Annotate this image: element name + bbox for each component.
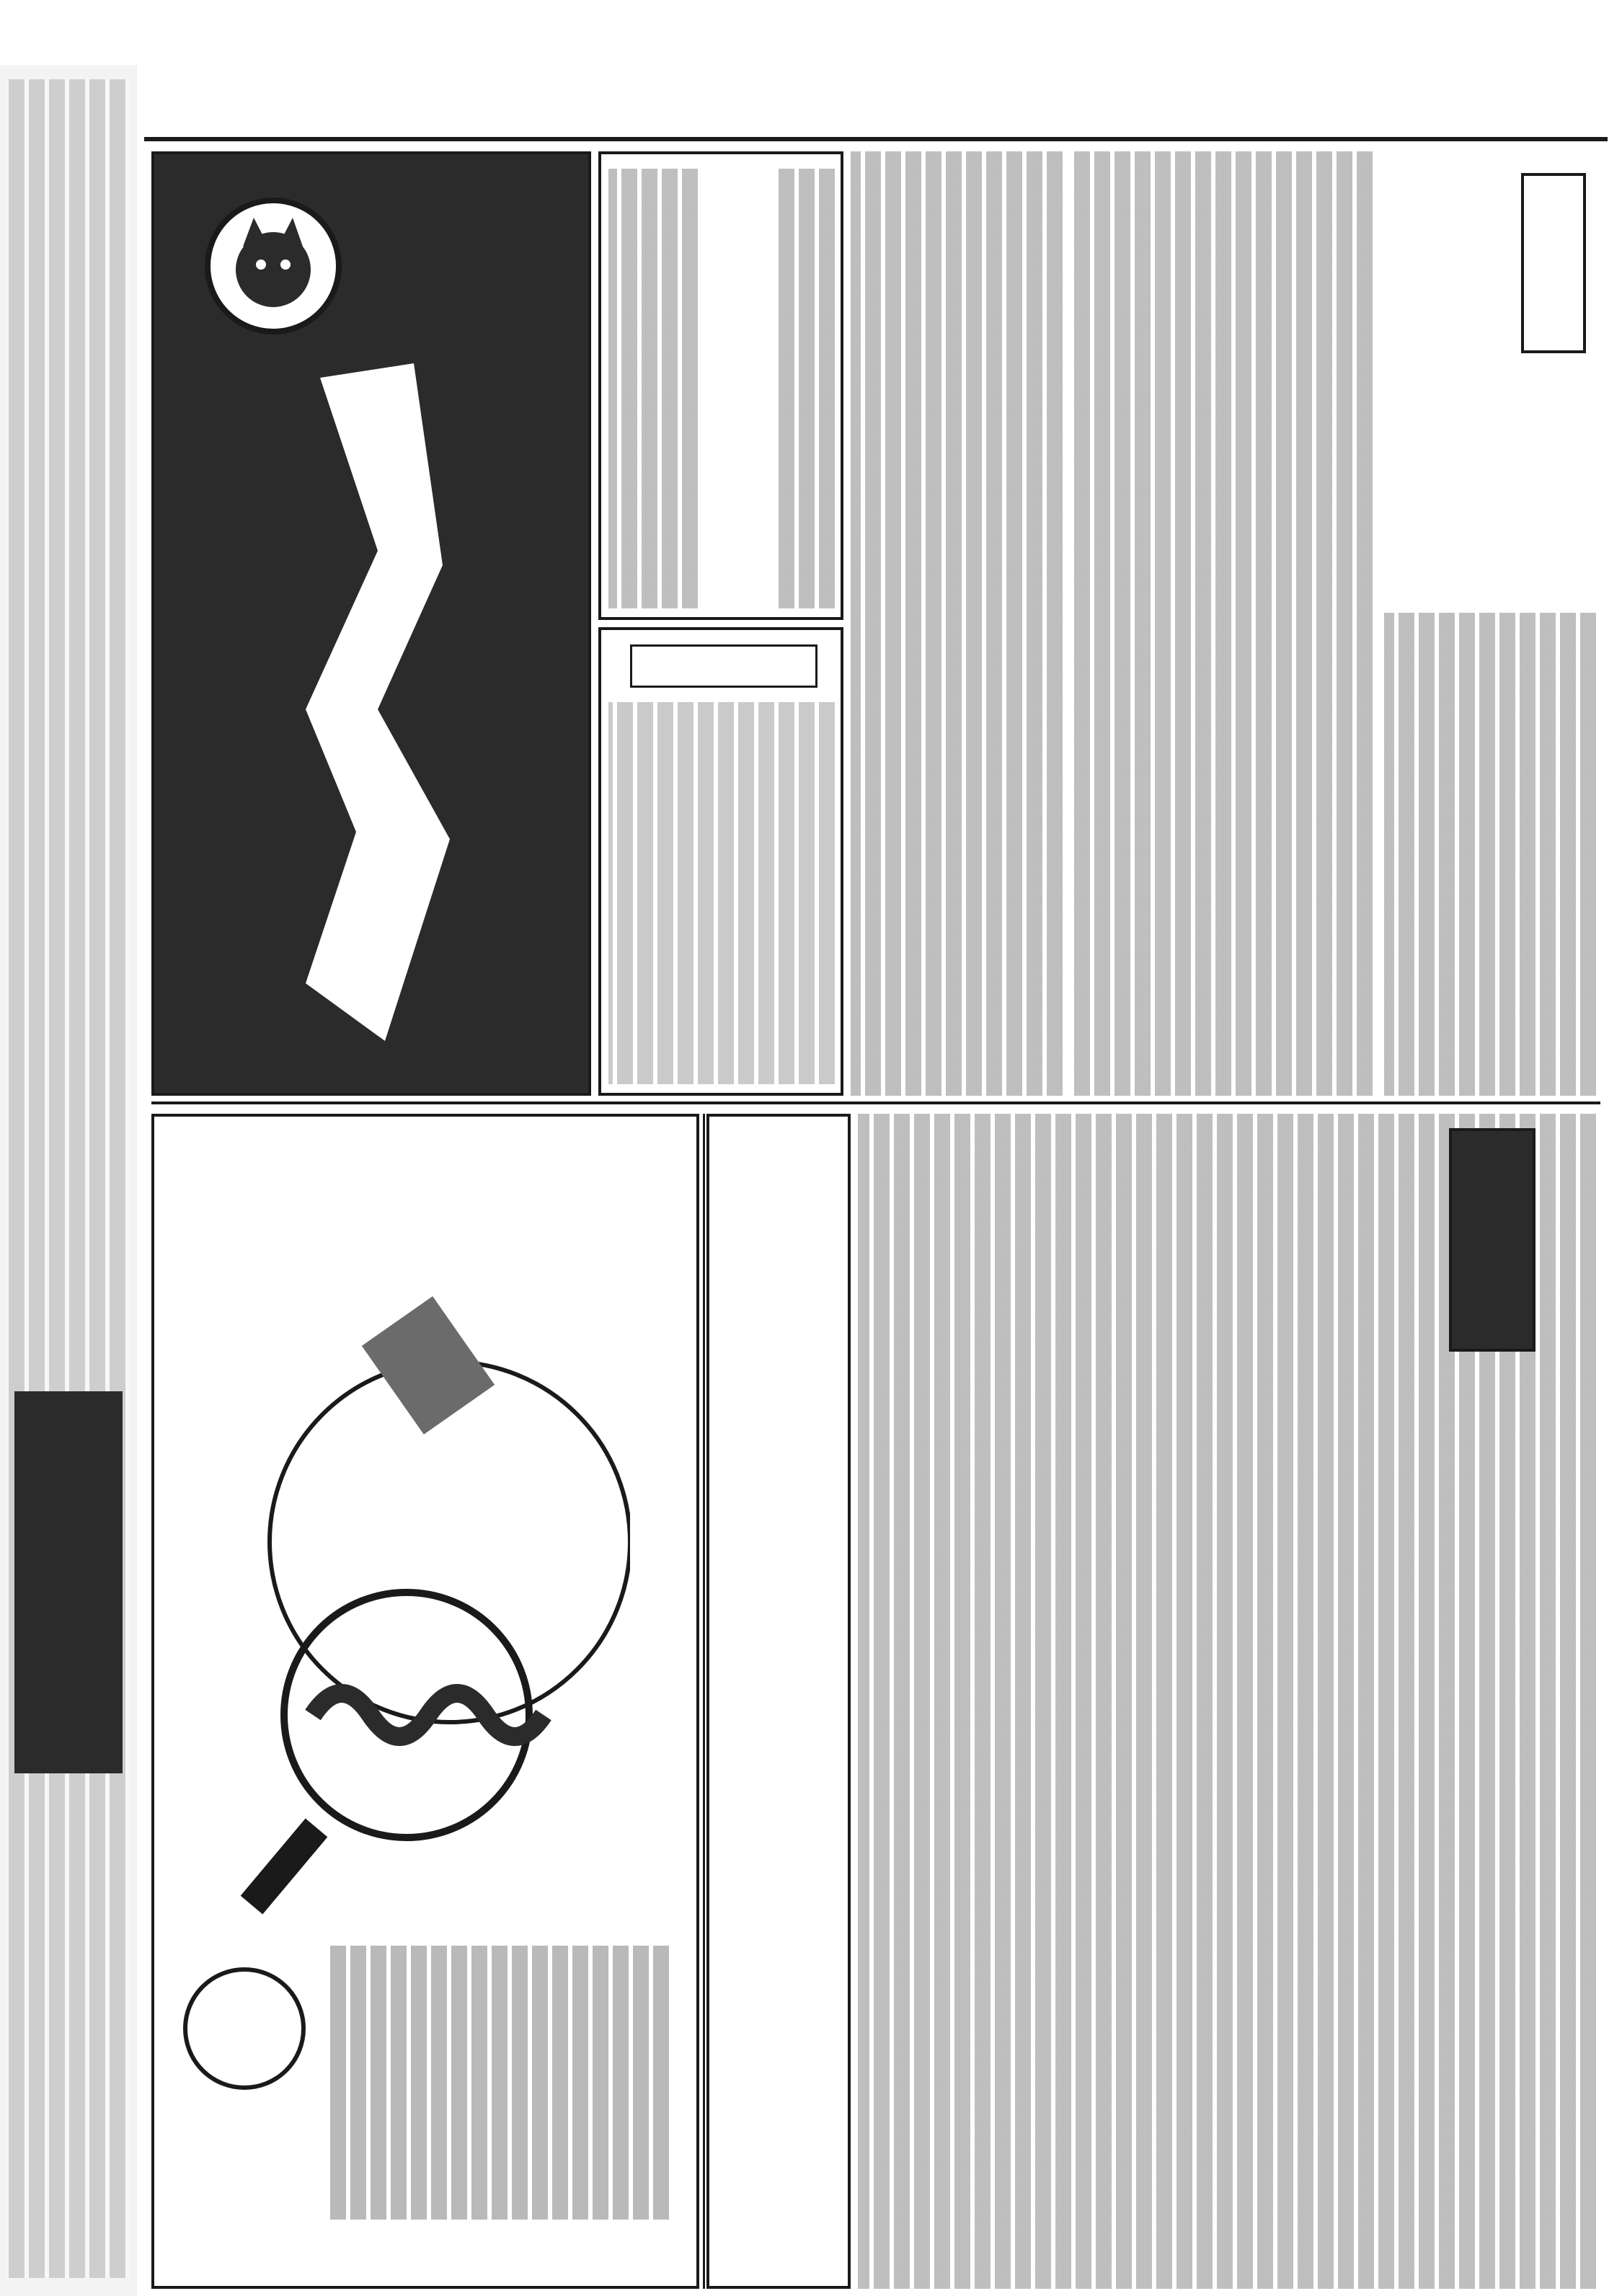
- bank-notice-text: [608, 169, 702, 608]
- edison-seal-icon: [183, 1967, 306, 2090]
- bank-notice-text-2: [778, 169, 839, 608]
- masthead-strip: [169, 79, 1597, 141]
- counties-title: [1449, 1128, 1535, 1352]
- news-text-center: [851, 151, 1067, 1096]
- stocking-illustration: [277, 334, 515, 1055]
- commerce-title: [1521, 173, 1586, 353]
- midline-rule: [151, 1102, 1600, 1104]
- ticker-title: [630, 644, 817, 688]
- adjacent-dark-ad: [14, 1391, 123, 1773]
- news-text-mid: [1074, 151, 1377, 1096]
- bulb-ad: [151, 1114, 699, 2289]
- dog-brand-ad: [151, 151, 591, 1096]
- masthead-rule: [144, 137, 1608, 141]
- dog-head-icon: [210, 203, 336, 329]
- ticker-rows: [608, 702, 839, 1084]
- fukang-ad: [706, 1114, 851, 2289]
- commerce-text: [1384, 613, 1600, 1096]
- counties-news: [858, 1114, 1600, 2289]
- commerce-section: [1384, 151, 1600, 1096]
- bulb-ad-copy: [327, 1946, 673, 2220]
- news-column-mid: [1074, 151, 1377, 1096]
- news-column-center: [851, 151, 1067, 1096]
- market-ticker: [598, 627, 843, 1096]
- bulb-illustration: [226, 1268, 630, 1917]
- adjacent-text-texture: [7, 79, 130, 2278]
- bulb-title: [169, 1145, 688, 1239]
- vertical-rule: [703, 1114, 705, 2289]
- dog-head-emblem: [205, 198, 342, 334]
- left-margin: [0, 65, 137, 2296]
- bank-notice: [598, 151, 843, 620]
